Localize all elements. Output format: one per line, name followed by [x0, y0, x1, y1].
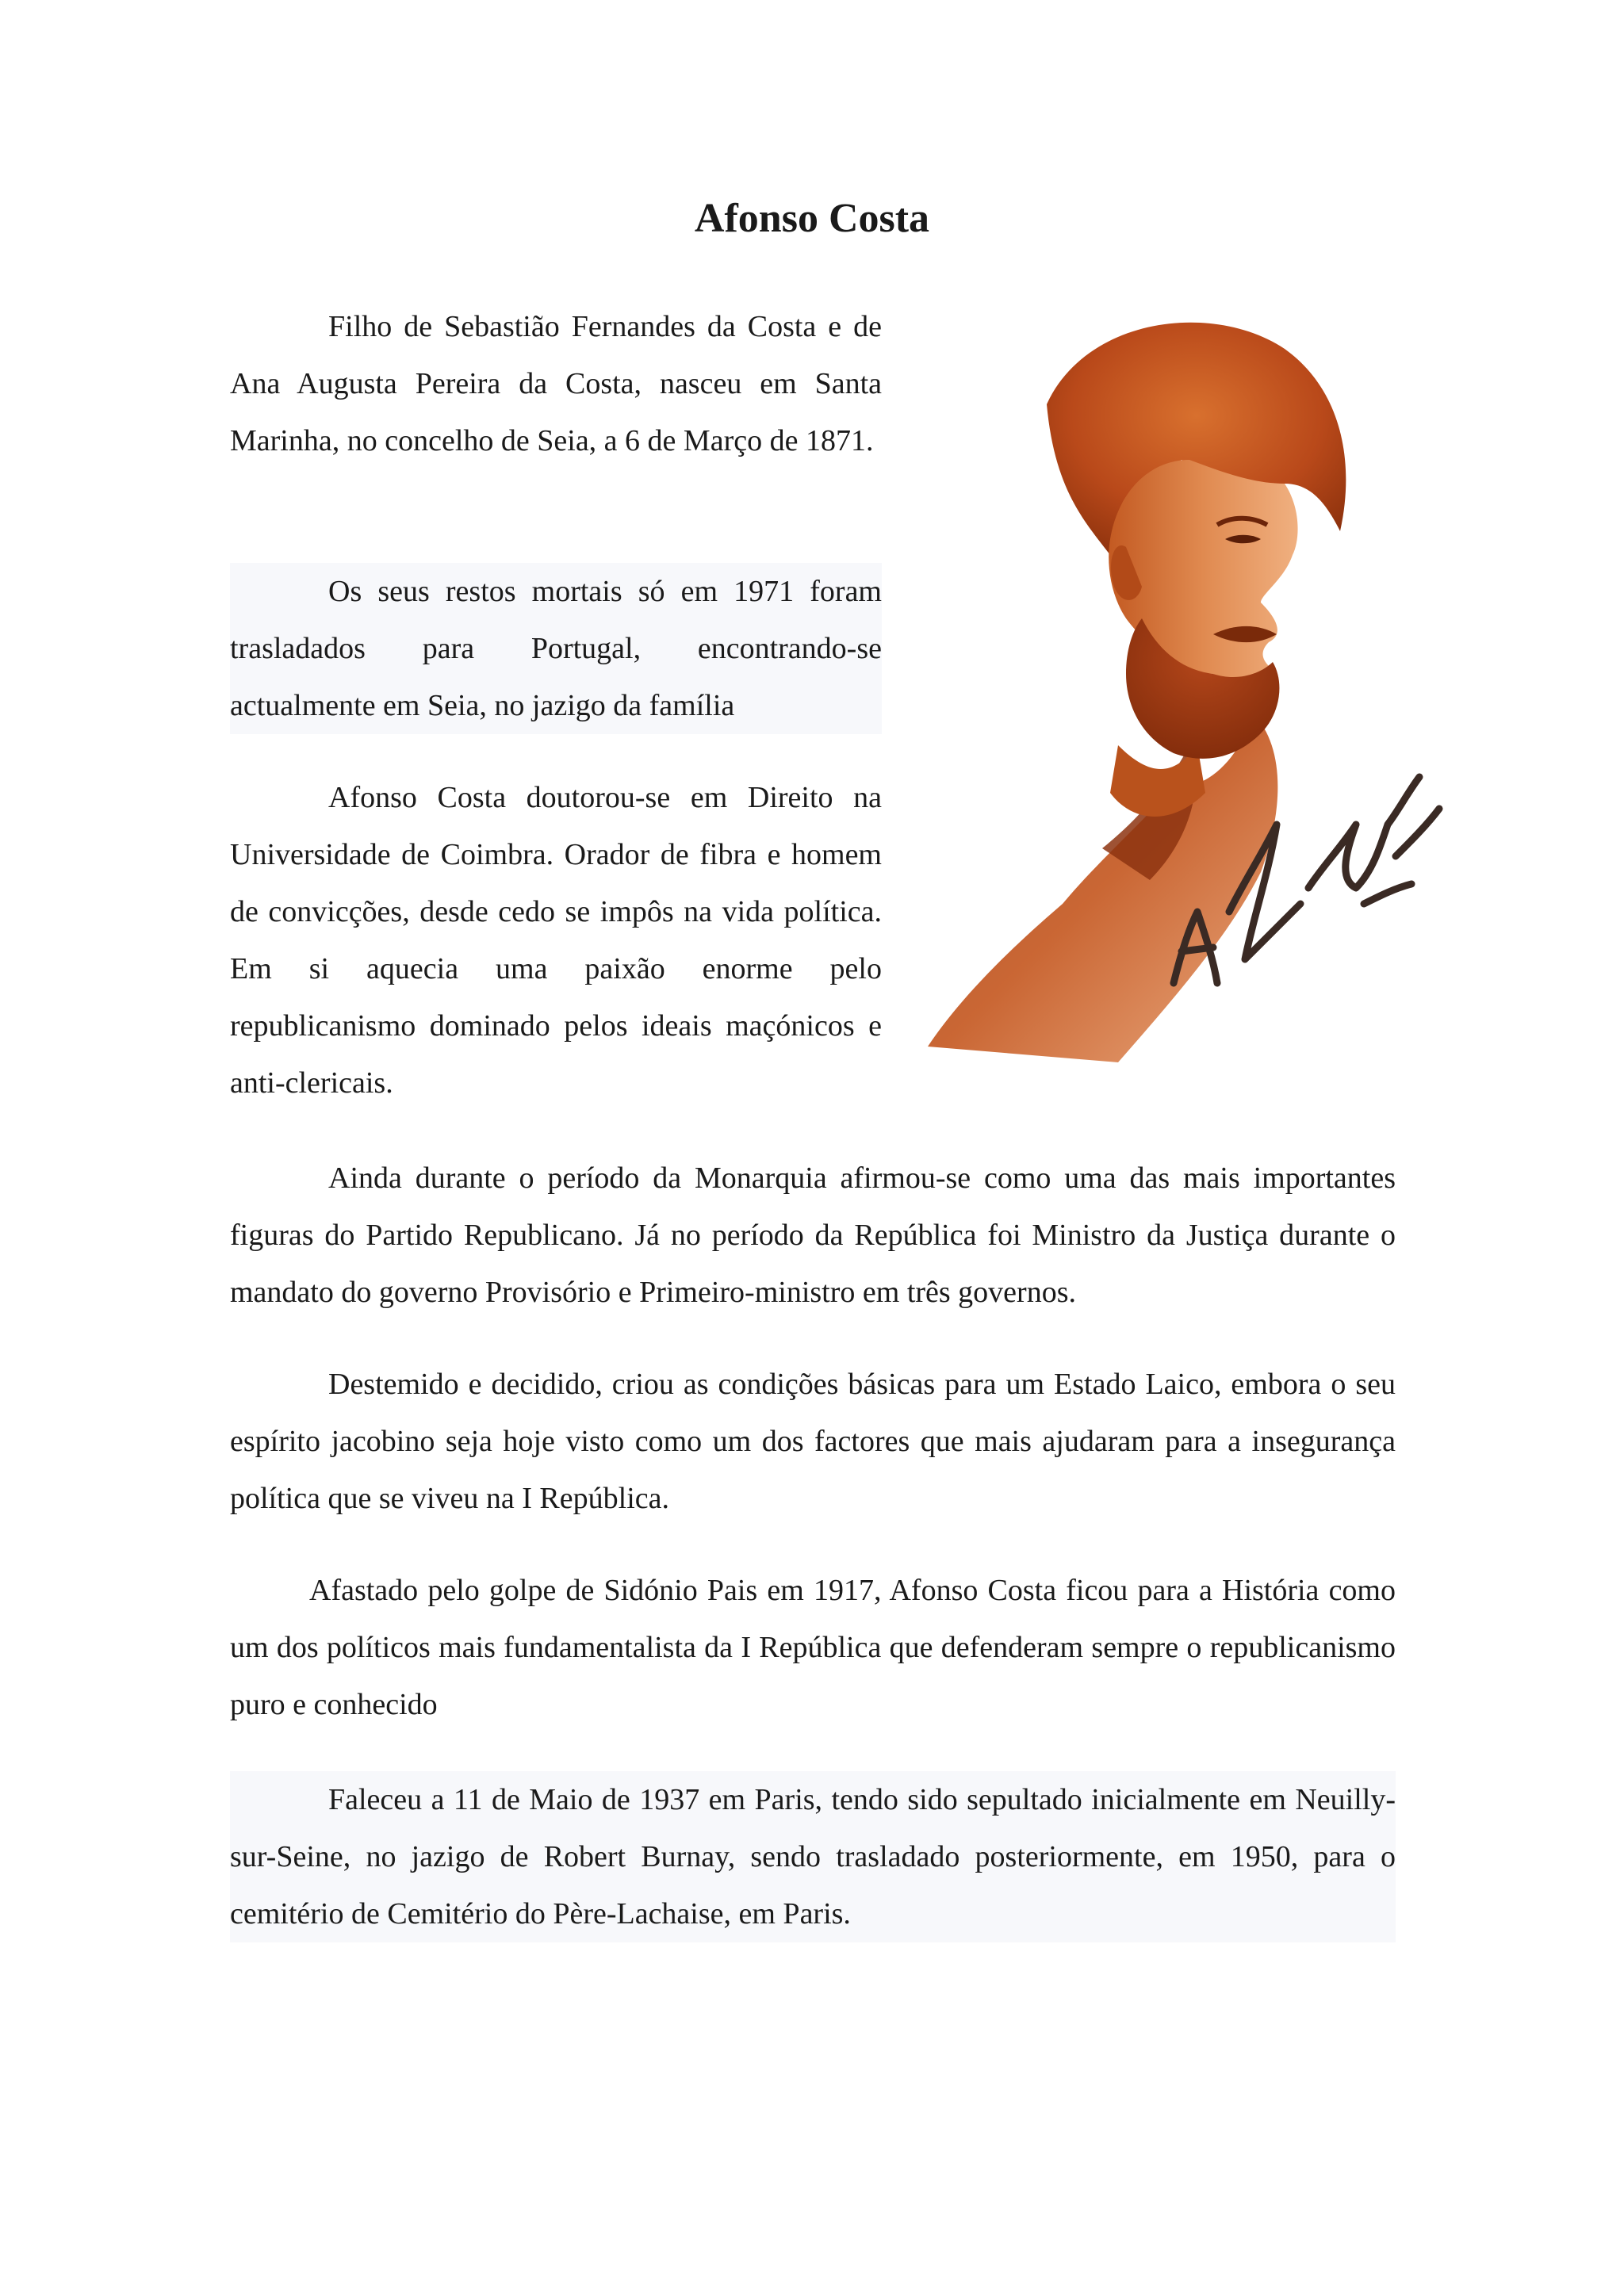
paragraph-education: Afonso Costa doutorou-se em Direito na Universidade de Coimbra. Orador de fibra e homem de convicções, desde cedo se impôs na vida política. Em si aquecia uma paixão enorme pelo republicanismo dominado pelos ideais maçónicos e anti-clericais. [230, 781, 882, 1100]
portrait-illustration [912, 301, 1451, 1062]
portrait-image [912, 301, 1451, 1062]
coat-shape [928, 714, 1277, 1062]
paragraph-laic-state: Destemido e decidido, criou as condições básicas para um Estado Laico, embora o seu espírito jacobino seja hoje visto como um dos factores que mais ajudaram para a insegurança política que se viveu na I República. [230, 1368, 1396, 1515]
paragraph-birth: Filho de Sebastião Fernandes da Costa e de Ana Augusta Pereira da Costa, nasceu em Santa Marinha, no concelho de Seia, a 6 de Março de 1871. [230, 310, 882, 457]
paragraph-sidonio: Afastado pelo golpe de Sidónio Pais em 1917, Afonso Costa ficou para a História como um dos políticos mais fundamentalista da I República que defenderam sempre o republicanismo puro e conhecido [230, 1574, 1396, 1721]
paragraph-monarchy: Ainda durante o período da Monarquia afirmou-se como uma das mais importantes figuras do Partido Republicano. Já no período da República foi Ministro da Justiça durante o mandato do governo Provisório e Primeiro-ministro em três governos. [230, 1161, 1396, 1309]
page-title: Afonso Costa [694, 196, 930, 241]
paragraph-remains: Os seus restos mortais só em 1971 foram trasladados para Portugal, encontrando-se actualmente em Seia, no jazigo da família [230, 563, 882, 734]
paragraph-death: Faleceu a 11 de Maio de 1937 em Paris, tendo sido sepultado inicialmente em Neuilly-sur-Seine, no jazigo de Robert Burnay, sendo trasladado posteriormente, em 1950, para o cemitério de Cemitério do Père-Lachaise, em Paris. [230, 1771, 1396, 1942]
